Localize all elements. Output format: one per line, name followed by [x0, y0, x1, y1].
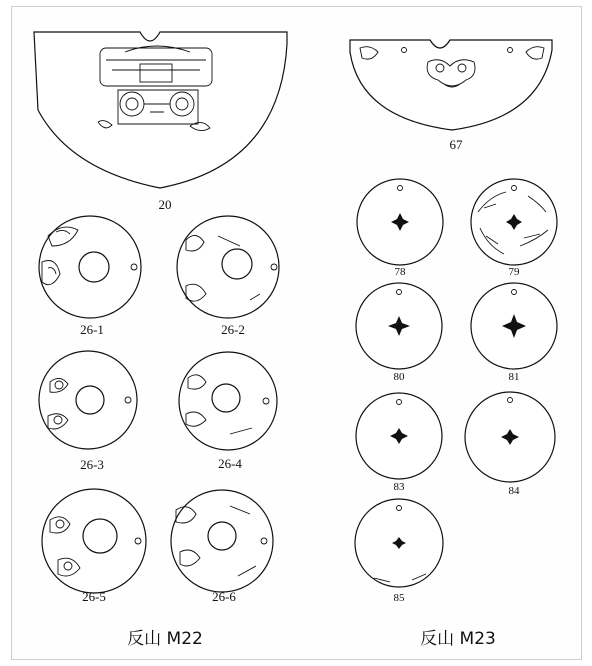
- label-81: 81: [508, 371, 520, 383]
- disc-26-4: [179, 352, 277, 450]
- disc-26-3: [39, 351, 137, 449]
- label-26-5: 26-5: [82, 589, 106, 604]
- pendant-20: [34, 32, 287, 188]
- label-79: 79: [508, 266, 520, 278]
- disc-84: [465, 392, 555, 482]
- pendant-67: [350, 40, 552, 130]
- caption-m22: 反山 M22: [127, 629, 203, 649]
- disc-26-5: [42, 489, 146, 593]
- disc-81: [471, 283, 557, 369]
- disc-79: [471, 179, 557, 265]
- label-85: 85: [393, 592, 405, 604]
- disc-26-6: [171, 490, 273, 592]
- label-78: 78: [394, 266, 406, 278]
- label-26-4: 26-4: [218, 456, 242, 471]
- label-67: 67: [449, 137, 463, 152]
- disc-80: [356, 283, 442, 369]
- label-26-2: 26-2: [221, 322, 245, 337]
- disc-78: [357, 179, 443, 265]
- disc-26-1: [39, 216, 141, 318]
- label-80: 80: [393, 371, 405, 383]
- label-20: 20: [158, 197, 172, 212]
- label-26-6: 26-6: [212, 589, 236, 604]
- disc-83: [356, 393, 442, 479]
- disc-85: [355, 499, 443, 587]
- disc-26-2: [177, 216, 279, 318]
- label-84: 84: [508, 485, 520, 497]
- caption-m23: 反山 M23: [420, 629, 496, 649]
- label-83: 83: [393, 481, 405, 493]
- label-26-3: 26-3: [80, 457, 104, 472]
- label-26-1: 26-1: [80, 322, 104, 337]
